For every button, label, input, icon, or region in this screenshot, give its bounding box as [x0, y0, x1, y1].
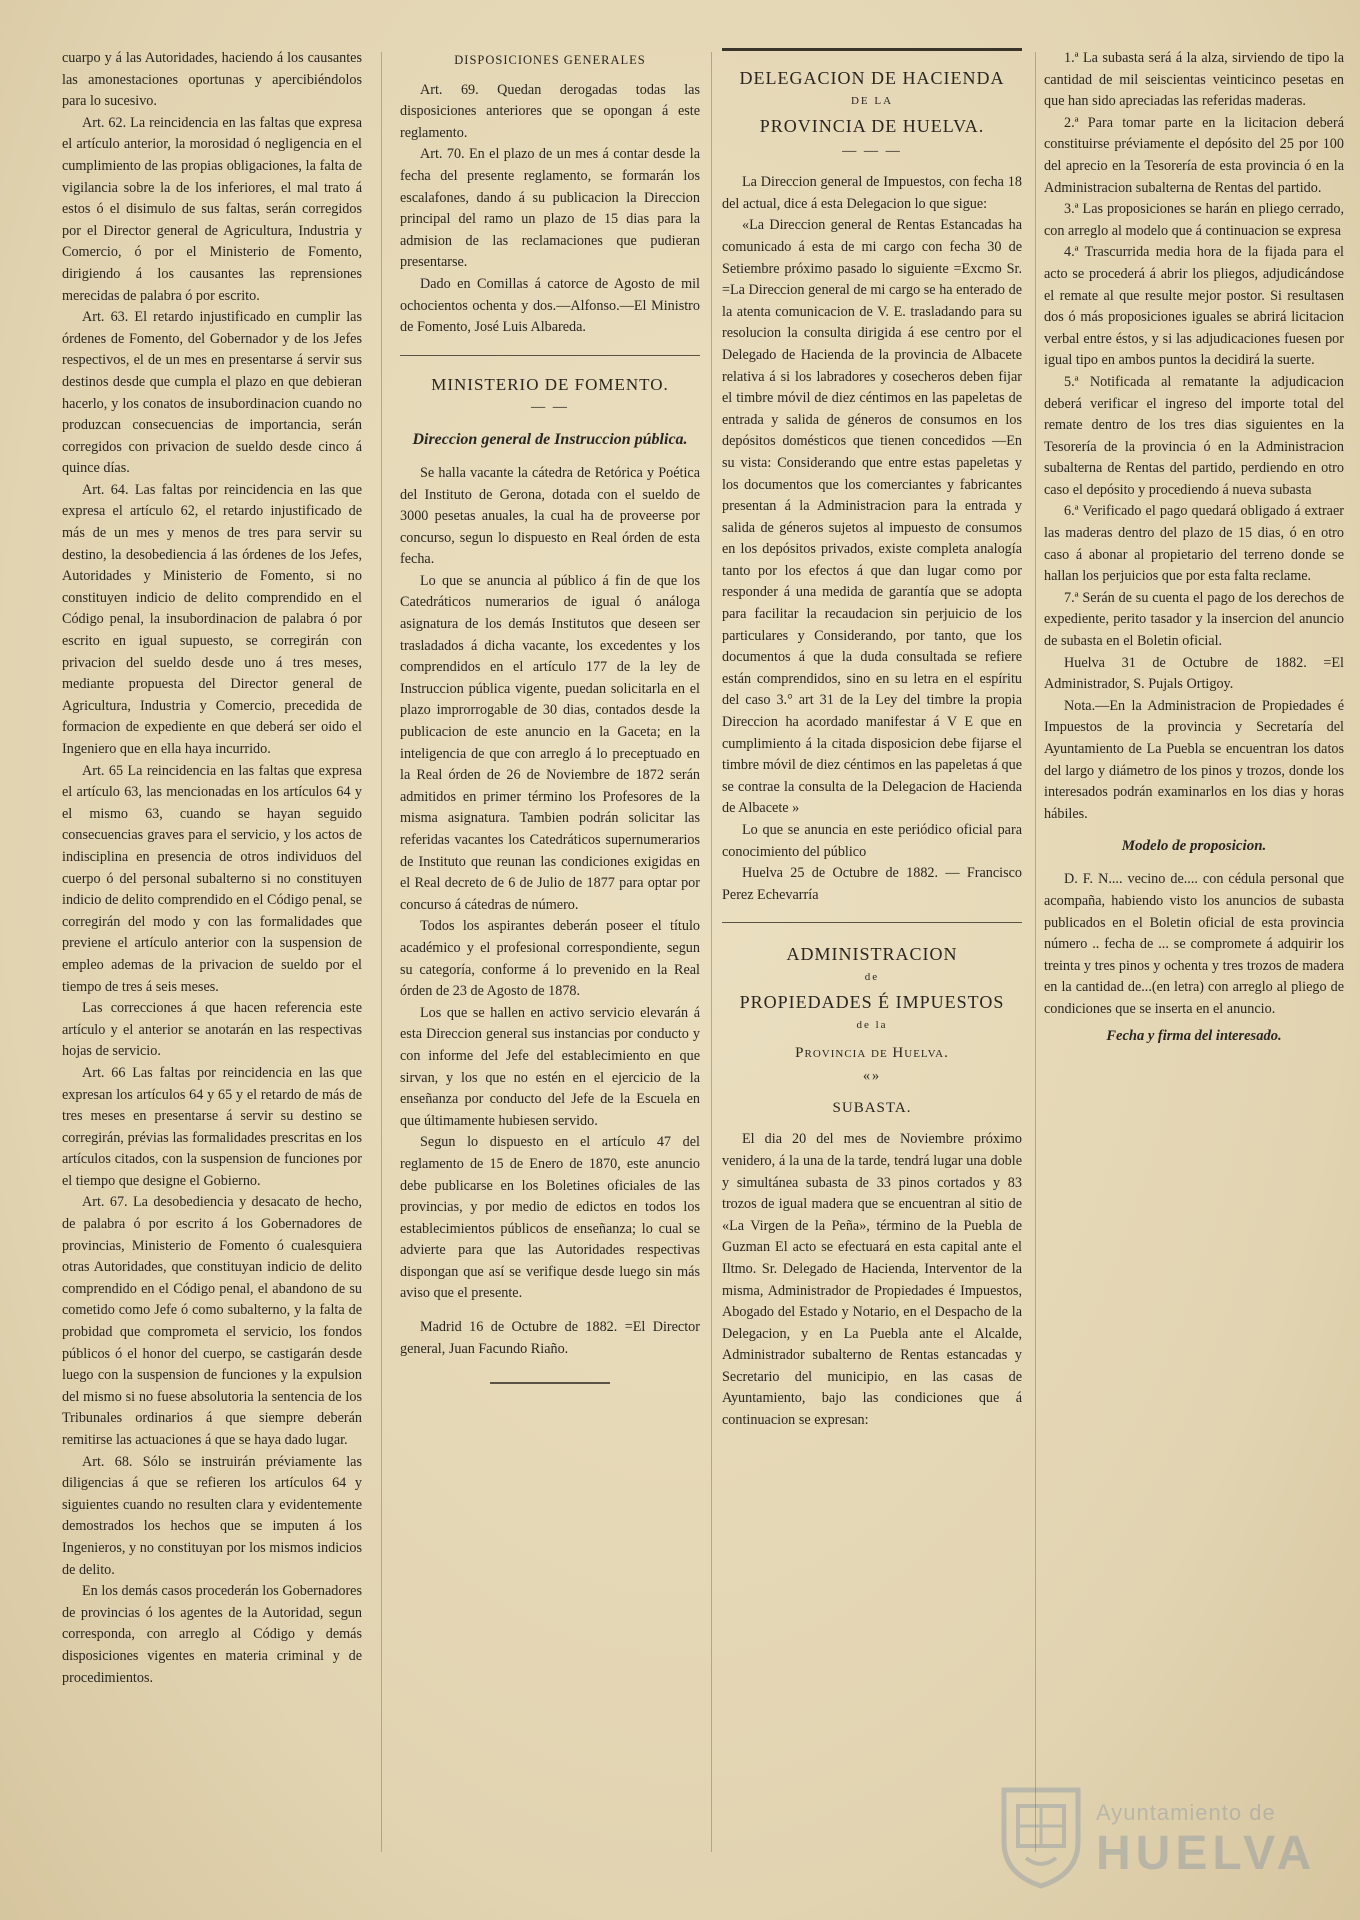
- signature: Huelva 31 de Octubre de 1882. =El Administrador, S. Pujals Ortigoy.: [1044, 654, 1344, 693]
- condition-6: 6.ª Verificado el pago quedará obligado á extraer las maderas dentro del plazo de 15 dias, ó en otro caso á abonar al propietario del terreno donde se hallan los perjuicios que por esta falta reclame.: [1044, 503, 1344, 585]
- condition-1: 1.ª La subasta será á la alza, sirviendo de tipo la cantidad de mil seiscientas veinticinco pesetas en que han sido apreciadas las referidas maderas.: [1044, 50, 1344, 110]
- dash-separator: — —: [531, 399, 569, 416]
- paragraph: En los demás casos procederán los Gobernadores de provincias ó los agentes de la Autoridad, segun corresponda, con arreglo al Código y demás disposiciones vigentes en materia criminal y de procedimientos.: [62, 1583, 362, 1686]
- article-68: Art. 68. Sólo se instruirán préviamente las diligencias á que se refieren los artículos 64 y siguientes cuando no resulten clara y evidentemente demostrados los hechos que se imputen á los Ingenieros, y no constituyan por los mismos indicios de delito.: [62, 1453, 362, 1578]
- article-63: Art. 63. El retardo injustificado en cumplir las órdenes de Fomento, del Gobernador y de los Jefes respectivos, el de un mes en presentarse á servir sus destinos desde que cumpla el plazo en que debieran hacerlo, y los conatos de insubordinacion cuando no produzcan consecuencias de importancia, serán corregidos con privacion de sueldo desde cinco á quince días.: [62, 309, 362, 477]
- paragraph: cuarpo y á las Autoridades, haciendo á los causantes las amonestaciones oportunas y apercibiéndolos para lo sucesivo.: [62, 50, 362, 110]
- note: Nota.—En la Administracion de Propiedades é Impuestos de la provincia y Secretaría del Ayuntamiento de La Puebla se encuentran los datos del largo y diámetro de los pinos y trozos, donde los interesados podrán examinarlos en los dias y horas hábiles.: [1044, 697, 1344, 822]
- condition-3: 3.ª Las proposiciones se harán en pliego cerrado, con arreglo al modelo que á continuacion se expresa: [1044, 201, 1344, 239]
- paragraph: Segun lo dispuesto en el artículo 47 del reglamento de 15 de Enero de 1870, este anuncio debe publicarse en los Boletines oficiales de las provincias, y por medio de edictos en todos los establecimientos públicos de enseñanza; lo cual se advierte para que las Autoridades respectivas dispongan que así se verifique desde luego sin más aviso que el presente.: [400, 1134, 700, 1302]
- condition-2: 2.ª Para tomar parte en la licitacion deberá constituirse préviamente el depósito del 25 por 100 del aprecio en la Tesorería de esta provincia ó en la Administracion subalterna de Rentas del partido.: [1044, 114, 1344, 196]
- column-divider: [711, 52, 712, 1852]
- article-67: Art. 67. La desobediencia y desacato de hecho, de palabra ó por escrito á los Gobernadores de provincias, Ministerio de Fomento ó cualesquiera otras Autoridades, que constituyan indicio de delito comprendido en el Código penal, el abandono de su cometido como Jefe ó como subalterno, y la falta de probidad que comprometa el servicio, los fondos públicos ó el honor del cuerpo, se castigarán desde luego con la suspension de funciones y la expulsion del mismo si no fuese absolutoria la sentencia de los Tribunales ordinarios á que siempre deberán remitirse las actuaciones á que se haya dado lugar.: [62, 1194, 362, 1448]
- article-66: Art. 66 Las faltas por reincidencia en las que expresan los artículos 64 y 65 y el retardo de más de tres meses en presentarse á servir su destino se corregirán, prévias las formalidades prescritas en los artículos citados, con la suspension de funciones por el tiempo que designe el Gobierno.: [62, 1064, 362, 1189]
- column-2: [400, 48, 700, 1888]
- watermark: [996, 1782, 1326, 1892]
- condition-7: 7.ª Serán de su cuenta el pago de los derechos de expediente, perito tasador y la insercion del anuncio de subasta en el Boletin oficial.: [1044, 589, 1344, 650]
- coat-of-arms-icon: [996, 1782, 1086, 1890]
- paragraph: La Direccion general de Impuestos, con fecha 18 del actual, dice á esta Delegacion lo que sigue:: [722, 174, 1022, 212]
- article-64: Art. 64. Las faltas por reincidencia en las que expresa el artículo 62, el retardo injustificado de más de un mes y menos de tres para servir su destino, la desobediencia á las órdenes de los Jefes, Autoridades y Ministerio de Fomento, si no constituyen indicio de delito comprendido en el Código penal, la insubordinacion de palabra ó por escrito en igual supuesto, se corregirán con privacion del sueldo desde uno á tres meses, mediante propuesta del Director general de Agricultura, Industria y Comercio, precedida de formacion de expediente en que deberá ser oido el Ingeniero que en ella haya incurrido.: [62, 481, 362, 757]
- signature-line: Fecha y firma del interesado.: [1106, 1027, 1282, 1044]
- article-65: Art. 65 La reincidencia en las faltas que expresa el artículo 63, las mencionadas en los artículos 64 y el mismo 63, cuando se hayan seguido consecuencias graves para el servicio, y los actos de indisciplina en presencia de otros individuos del cuerpo ó del personal subalterno si no constituyen indicio de delito comprendido en el Código penal, se corregirán del modo y con las formalidades que previene el artículo anterior con la suspension de empleo ademas de la privacion de sueldo por el tiempo de tres á seis meses.: [62, 762, 362, 995]
- column-4: [1044, 48, 1344, 1888]
- condition-4: 4.ª Trascurrida media hora de la fijada para el acto se procederá á abrir los pliegos, adjudicándose el remate al que resulte mejor postor. Si resultasen dos ó más proposiciones iguales se abrirá licitacion verbal entre éstos, y si las adjudicaciones fuesen por igual tipo en ambos puntos la decidirá la suerte.: [1044, 244, 1344, 369]
- admin-de-la: de la: [856, 1018, 888, 1031]
- admin-title: ADMINISTRACION: [786, 944, 958, 965]
- article-69: Art. 69. Quedan derogadas todas las disposiciones anteriores que se opongan á este reglamento.: [400, 81, 700, 141]
- direccion-heading: Direccion general de Instruccion pública.: [412, 430, 688, 448]
- paragraph: Lo que se anuncia al público á fin de que los Catedráticos numerarios de igual ó análoga asignatura de los demás Institutos que deseen ser trasladados á dicha vacante, los excedentes y los comprendidos en el artículo 177 de la ley de Instruccion pública vigente, puedan solicitarla en el plazo improrrogable de 30 dias, contados desde la publicacion de este anuncio en la Gaceta; en la inteligencia de que con arreglo á lo preceptuado en la Real órden de 26 de Noviembre de 1872 serán admitidos en primer término los Profesores de la misma asignatura. Tambien podrán solicitar las referidas vacantes los Catedráticos supernumerarios de Instituto que reunan las condiciones exigidas en el Real decreto de 6 de Julio de 1877 para optar por concurso á cátedras de número.: [400, 572, 700, 913]
- watermark-line-1: Ayuntamiento de: [1096, 1800, 1276, 1825]
- article-62: Art. 62. La reincidencia en las faltas que expresa el artículo anterior, la morosidad ó negligencia en el cumplimiento de las propias obligaciones, la falta de vigilancia sobre la de los inferiores, el mal trato á estos ó el disimulo de sus faltas, serán corregidos por el Director general de Agricultura, Industria y Comercio, ó por el Ministerio de Fomento, dirigiendo á los causantes las reprensiones merecidas de palabra ó por escrito.: [62, 114, 362, 304]
- paragraph: Las correcciones á que hacen referencia este artículo y el anterior se anotarán en las respectivas hojas de servicio.: [62, 1000, 362, 1060]
- paragraph: El dia 20 del mes de Noviembre próximo venidero, á la una de la tarde, tendrá lugar una doble y simultánea subasta de 33 pinos cortados y 83 trozos de igual madera que se encuentran al sitio de «La Virgen de la Peña», término de la Puebla de Guzman El acto se efectuará en esta capital ante el Iltmo. Sr. Delegado de Hacienda, Interventor de la misma, Administrador de Propiedades é Impuestos, Abogado del Estado y Notario, en el Despacho de la Delegacion, y en La Puebla ante el Alcalde, Administrador subalterno de Rentas estancadas y Secretario del municipio, en las casas de Ayuntamiento, bajo las condiciones que á continuacion se expresan:: [722, 1131, 1022, 1429]
- end-rule: [490, 1382, 610, 1384]
- ornament: «»: [862, 1068, 882, 1085]
- column-3: [722, 48, 1022, 1888]
- signature: Huelva 25 de Octubre de 1882. — Francisco Perez Echevarría: [722, 865, 1022, 903]
- admin-subtitle: PROPIEDADES É IMPUESTOS: [739, 991, 1005, 1012]
- top-rule: [722, 48, 1022, 51]
- delegacion-title: DELEGACION DE HACIENDA: [739, 68, 1005, 88]
- delegacion-de-la: DE LA: [850, 95, 894, 107]
- watermark-line-2: HUELVA: [1096, 1827, 1317, 1880]
- admin-de: de: [864, 971, 880, 984]
- admin-province: Provincia de Huelva.: [795, 1044, 949, 1061]
- column-1: [62, 48, 362, 1888]
- column-divider: [381, 52, 382, 1852]
- paragraph: Se halla vacante la cátedra de Retórica y Poética del Instituto de Gerona, dotada con el sueldo de 3000 pesetas anuales, la cual ha de proveerse por concurso, segun lo dispuesto en Real órden de esta fecha.: [400, 464, 700, 568]
- column-divider: [1035, 52, 1036, 1852]
- section-header: DISPOSICIONES GENERALES: [454, 53, 646, 67]
- dash-separator: — — —: [842, 142, 902, 159]
- subasta-title: SUBASTA.: [832, 1099, 912, 1116]
- divider: [722, 922, 1022, 923]
- proposal-model: D. F. N.... vecino de.... con cédula personal que acompaña, habiendo visto los anuncios de subasta publicados en el Boletin oficial de esta provincia número .. fecha de ... se compromete á adquirir los treinta y tres pinos y ochenta y tres trozos de madera en la cantidad de...(en letra) con arreglo al pliego de condiciones que se inserta en el anuncio.: [1044, 871, 1344, 1017]
- signature: Madrid 16 de Octubre de 1882. =El Director general, Juan Facundo Riaño.: [400, 1319, 700, 1357]
- modelo-heading: Modelo de proposicion.: [1121, 838, 1267, 855]
- paragraph: Todos los aspirantes deberán poseer el título académico y el profesional correspondiente, segun su categoría, conforme á lo prevenido en la Real órden de 23 de Agosto de 1878.: [400, 918, 700, 1000]
- divider: [400, 355, 700, 356]
- quoted-communication: «La Direccion general de Rentas Estancadas ha comunicado á esta de mi cargo con fecha 30 de Setiembre próximo pasado lo siguiente =Excmo Sr. =La Direccion general de mi cargo se ha enterado de la atenta comunicacion de V. E. trasladando para su resolucion la consulta dirigida á ese centro por el Delegado de Hacienda de la provincia de Albacete relativa á si los labradores y cosecheros deben fijar el timbre móvil de diez céntimos en las papeletas de entrada y salida de géneros de consumos en los depósitos domésticos que tienen concedidos —En su vista: Considerando que entre estas papeletas y los documentos que los comerciantes y fabricantes presentan á la Administracion para la entrada y salida de géneros sujetos al impuesto de consumos en los depósitos privados, existe completa analogía tanto por los efectos á que dan lugar como por responder á una medida de garantía que se adopta para facilitar la recaudacion sin perjuicio de los particulares y Considerando, por tanto, que los documentos á que la duda consultada se refiere están comprendidos, sino en su letra en el espíritu del caso 3.° art 31 de la Ley del timbre la propia Direccion ha acordado manifestar á V E que en cumplimiento á la citada disposicion debe fijarse el timbre móvil de diez céntimos en las papeletas á que se contrae la consulta de la Delegacion de Hacienda de Albacete »: [722, 217, 1022, 817]
- ministry-title: MINISTERIO DE FOMENTO.: [431, 374, 669, 394]
- paragraph: Los que se hallen en activo servicio elevarán á esta Direccion general sus instancias por conducto y con informe del Jefe del establecimiento en que sirvan, y los que no estén en el ejercicio de la enseñanza por conducto del Jefe de la Escuela en que últimamente hubiesen servido.: [400, 1004, 700, 1129]
- paragraph: Dado en Comillas á catorce de Agosto de mil ochocientos ochenta y dos.—Alfonso.—El Ministro de Fomento, José Luis Albareda.: [400, 275, 700, 336]
- paragraph: Lo que se anuncia en este periódico oficial para conocimiento del público: [722, 822, 1022, 860]
- article-70: Art. 70. En el plazo de un mes á contar desde la fecha del presente reglamento, se formarán los escalafones, dando á su publicacion la Direccion principal del ramo un plazo de 15 dias para la admision de las reclamaciones que pudieran presentarse.: [400, 146, 700, 271]
- delegacion-province: PROVINCIA DE HUELVA.: [759, 115, 985, 136]
- condition-5: 5.ª Notificada al rematante la adjudicacion deberá verificar el ingreso del importe total del remate dentro de los tres dias siguientes en la Tesorería de la provincia ó en la Administracion subalterna de Rentas del partido, perdiendo en otro caso el depósito y procediendo á nueva subasta: [1044, 373, 1344, 498]
